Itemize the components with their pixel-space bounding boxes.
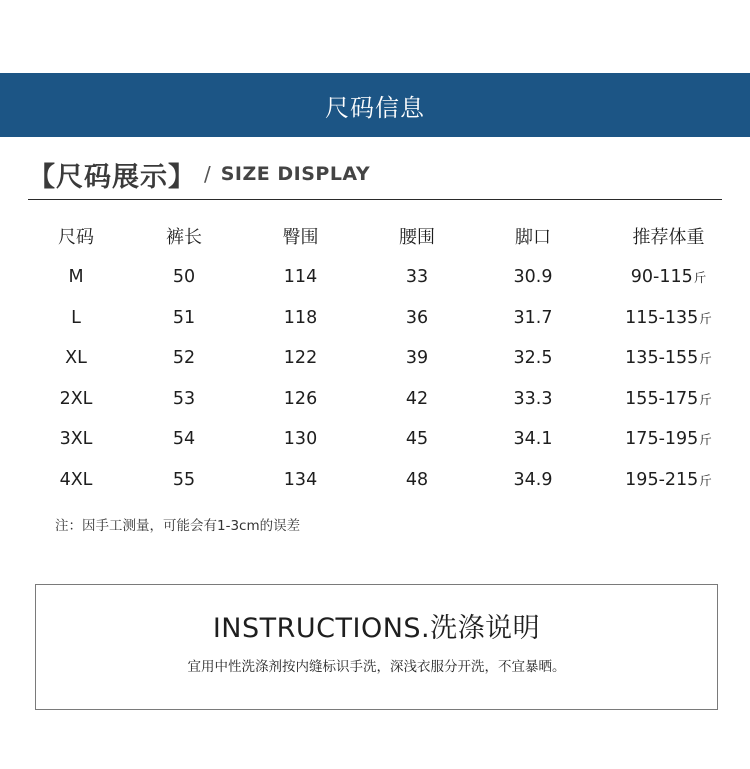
header-waist: 腰围	[399, 227, 435, 248]
instructions-title: INSTRUCTIONS.洗涤说明	[212, 613, 541, 644]
table-row	[28, 379, 748, 420]
cell-waist: 33	[405, 267, 429, 288]
cell-weight	[589, 460, 748, 501]
cell-hip: 134	[283, 469, 318, 490]
cell-size: L	[71, 307, 81, 328]
cell-weight	[589, 257, 748, 298]
weight-range: 195-215	[625, 469, 699, 490]
cell-weight	[589, 419, 748, 460]
weight-range: 155-175	[625, 388, 699, 409]
section-slash: /	[204, 162, 211, 186]
header-hem: 脚口	[515, 227, 551, 248]
cell-length: 54	[172, 429, 196, 450]
weight-unit: 斤	[699, 310, 712, 326]
weight-range: 90-115	[630, 267, 693, 288]
section-divider	[28, 199, 722, 200]
weight-unit: 斤	[693, 270, 707, 286]
table-row	[28, 338, 748, 379]
table-header-row	[28, 215, 748, 257]
cell-size: 3XL	[59, 429, 93, 450]
table-row	[28, 257, 748, 298]
cell-waist: 48	[405, 469, 429, 490]
weight-range: 115-135	[625, 307, 699, 328]
cell-hem: 30.9	[513, 267, 553, 288]
header-banner	[0, 73, 750, 137]
weight-unit: 斤	[699, 472, 712, 488]
cell-weight	[589, 379, 748, 420]
banner-title: 尺码信息	[325, 93, 425, 122]
weight-unit: 斤	[699, 391, 712, 407]
size-table	[28, 215, 748, 500]
cell-length: 55	[172, 469, 196, 490]
weight-unit: 斤	[699, 432, 712, 448]
cell-waist: 39	[405, 348, 429, 369]
cell-hem: 32.5	[513, 348, 553, 369]
instructions-box	[35, 584, 718, 710]
cell-hip: 126	[283, 388, 318, 409]
cell-hem: 31.7	[513, 307, 553, 328]
cell-length: 52	[172, 348, 196, 369]
table-row	[28, 419, 748, 460]
cell-hip: 130	[283, 429, 318, 450]
weight-unit: 斤	[699, 351, 712, 367]
cell-length: 50	[172, 267, 196, 288]
table-row	[28, 460, 748, 501]
header-size: 尺码	[58, 227, 94, 248]
cell-length: 51	[172, 307, 196, 328]
cell-hip: 122	[283, 348, 318, 369]
cell-hem: 34.9	[513, 469, 553, 490]
weight-range: 175-195	[625, 429, 699, 450]
cell-size: 4XL	[59, 469, 93, 490]
weight-range: 135-155	[625, 348, 699, 369]
cell-size: XL	[65, 348, 87, 369]
header-weight: 推荐体重	[632, 227, 705, 248]
cell-waist: 36	[405, 307, 429, 328]
cell-waist: 45	[405, 429, 429, 450]
header-length: 裤长	[166, 227, 202, 248]
section-heading	[28, 152, 370, 196]
header-hip: 臀围	[282, 227, 319, 248]
cell-weight	[589, 298, 748, 339]
section-title-en: SIZE DISPLAY	[220, 163, 371, 185]
cell-size: 2XL	[59, 388, 93, 409]
measurement-note: 注：因手工测量，可能会有1-3cm的误差	[55, 518, 301, 534]
cell-hem: 33.3	[513, 388, 553, 409]
cell-hip: 118	[283, 307, 318, 328]
cell-size: M	[68, 267, 84, 288]
cell-weight	[589, 338, 748, 379]
instructions-body: 宜用中性洗涤剂按内缝标识手洗，深浅衣服分开洗，不宜暴晒。	[187, 659, 566, 675]
cell-waist: 42	[405, 388, 429, 409]
cell-hip: 114	[283, 267, 318, 288]
section-title-cn: 【尺码展示】	[28, 161, 196, 193]
cell-hem: 34.1	[513, 429, 553, 450]
table-row	[28, 298, 748, 339]
cell-length: 53	[172, 388, 196, 409]
